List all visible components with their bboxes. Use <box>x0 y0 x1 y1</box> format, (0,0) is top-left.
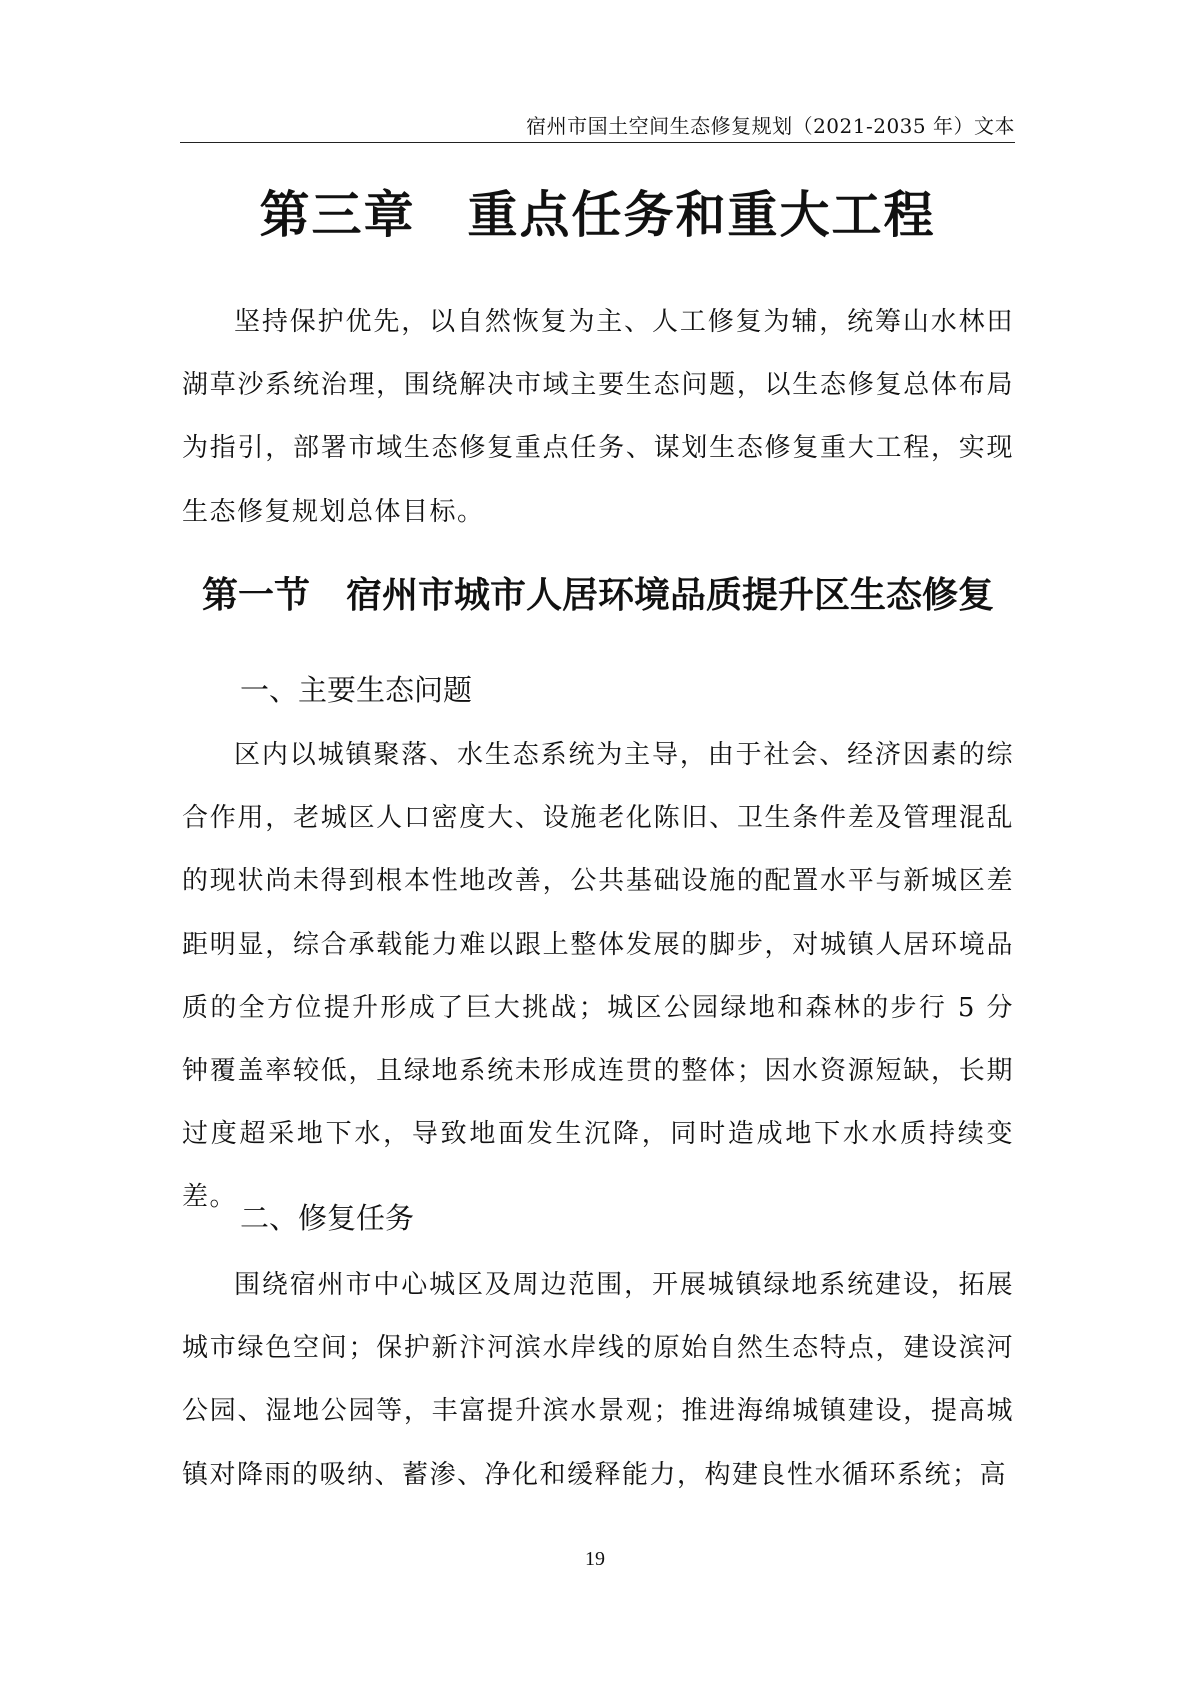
section-title: 第一节 宿州市城市人居环境品质提升区生态修复 <box>201 575 994 616</box>
page-number: 19 <box>585 1548 605 1570</box>
chapter-title: 第三章 重点任务和重大工程 <box>259 186 936 244</box>
running-header: 宿州市国土空间生态修复规划（2021-2035 年）文本 <box>526 114 1015 138</box>
subsection-heading-problems: 一、主要生态问题 <box>240 673 473 707</box>
subsection-paragraph-tasks: 围绕宿州市中心城区及周边范围，开展城镇绿地系统建设，拓展城市绿色空间；保护新汴河滨水岸线的原始自然生态特点，建设滨河公园、湿地公园等，丰富提升滨水景观；推进海绵城镇建设，提高城镇对降雨的吸纳、蓄渗、净化和缓释能力，构建良性水循环系统；高 <box>182 1270 1014 1490</box>
chapter-intro-paragraph: 坚持保护优先，以自然恢复为主、人工修复为辅，统筹山水林田湖草沙系统治理，围绕解决市域主要生态问题，以生态修复总体布局为指引，部署市域生态修复重点任务、谋划生态修复重大工程，实现生态修复规划总体目标。 <box>182 307 1014 527</box>
subsection-heading-tasks: 二、修复任务 <box>240 1201 415 1235</box>
header-divider <box>180 142 1015 143</box>
subsection-paragraph-problems: 区内以城镇聚落、水生态系统为主导，由于社会、经济因素的综合作用，老城区人口密度大、设施老化陈旧、卫生条件差及管理混乱的现状尚未得到根本性地改善，公共基础设施的配置水平与新城区差距明显，综合承载能力难以跟上整体发展的脚步，对城镇人居环境品质的全方位提升形成了巨大挑战；城区公园绿地和森林的步行 5 分钟覆盖率较低，且绿地系统未形成连贯的整体；因水资源短缺，长期过度超采地下水，导致地面发生沉降，同时造成地下水水质持续变差。 <box>182 740 1014 1213</box>
